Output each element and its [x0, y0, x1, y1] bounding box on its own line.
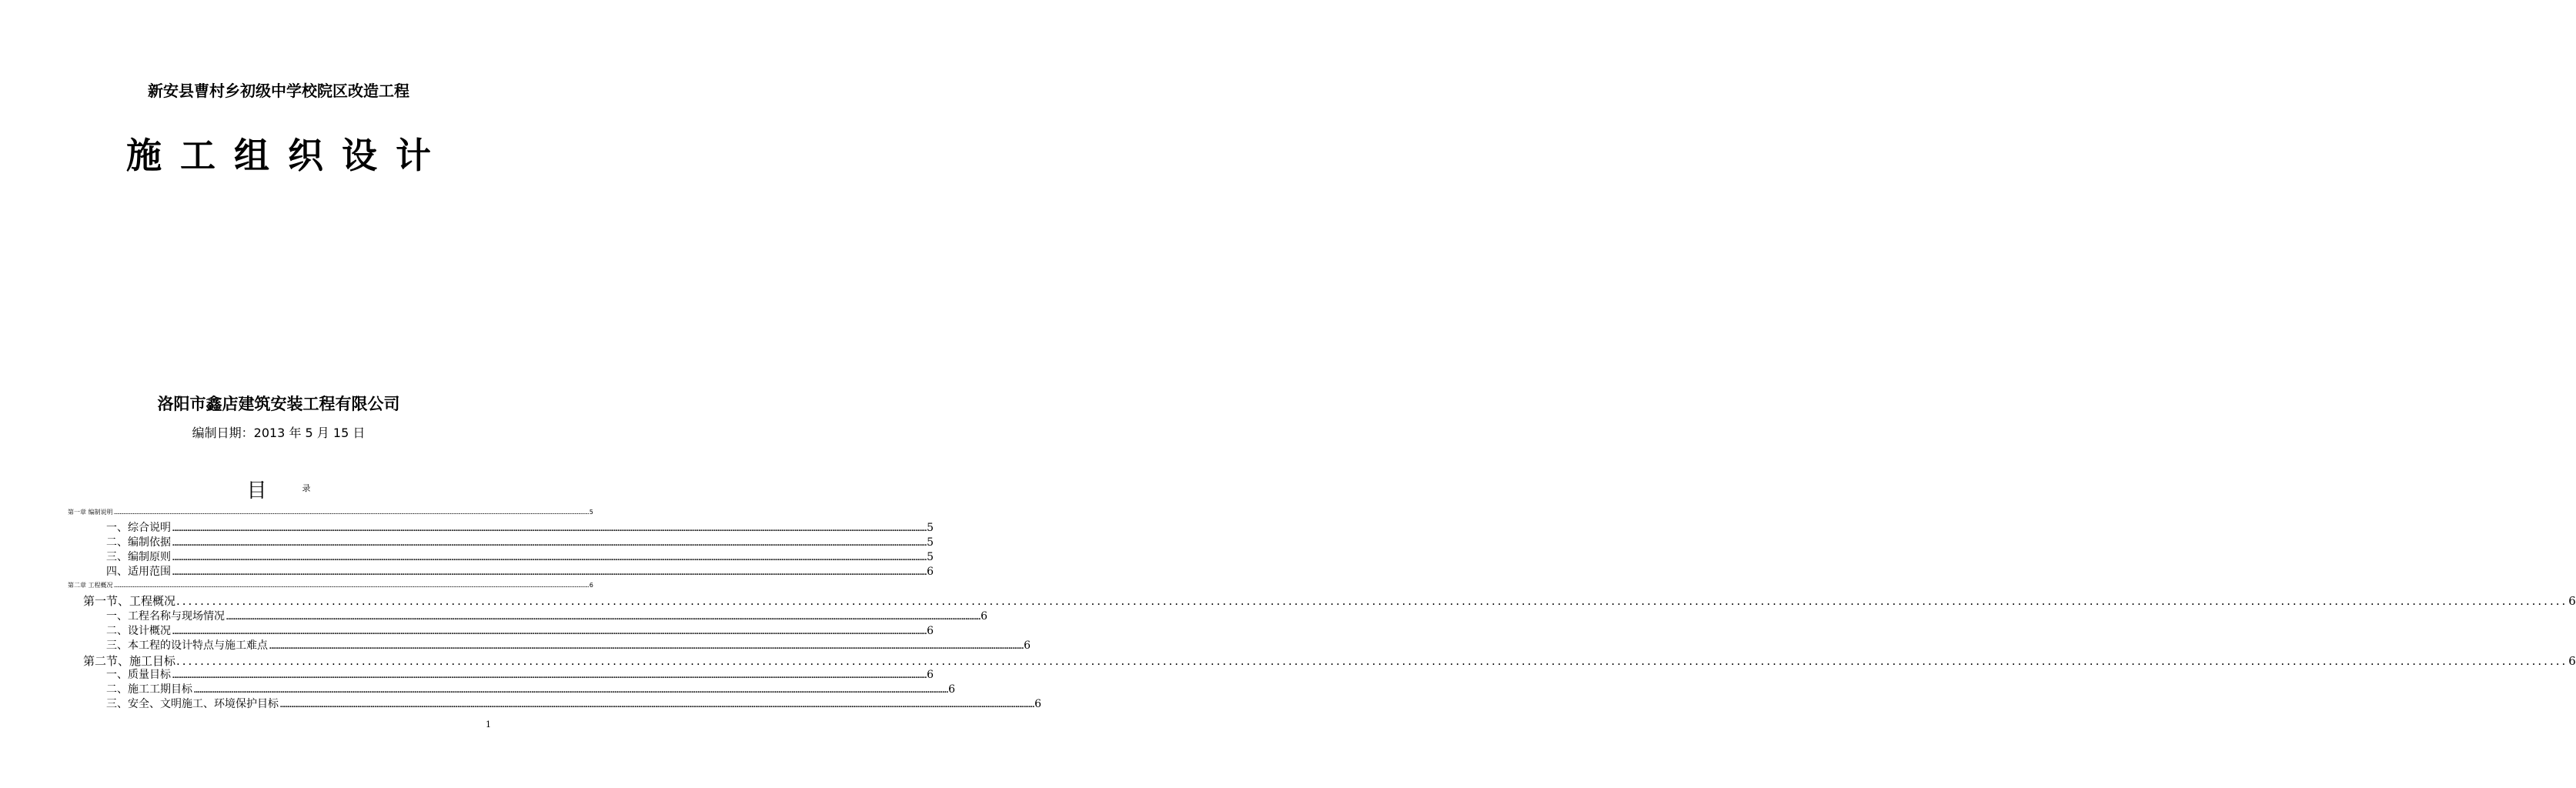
toc-entry-page: 6	[948, 683, 955, 696]
toc-entry[interactable]	[106, 550, 934, 565]
toc-leader-dots: ................................................................................................................................................................................................................................................................................................................................................................................................................	[113, 582, 589, 589]
toc-entry[interactable]	[106, 521, 934, 536]
toc-entry-label: 第一章 编制说明	[68, 509, 113, 516]
project-subtitle: 新安县曹村乡初级中学校院区改造工程	[148, 82, 409, 100]
toc-entry-label: 三、编制原则	[106, 551, 171, 563]
document-title: 施工组织设计	[126, 135, 449, 176]
toc-entry-page: 6	[2568, 594, 2576, 608]
toc-entry-label: 四、适用范围	[106, 566, 171, 578]
toc-leader-dots: ................................................................................................................................................................................................................................................................................................................................................................................................................	[172, 669, 927, 681]
toc-entry-label: 第二节、施工目标	[83, 654, 176, 668]
toc-entry[interactable]	[68, 508, 593, 517]
toc-entry-label: 二、设计概况	[106, 625, 171, 637]
toc-leader-dots: ................................................................................................................................................................................................................................................................................................................................................................................................................	[269, 639, 1024, 652]
toc-entry-page: 5	[927, 522, 934, 534]
toc-entry-page: 5	[589, 509, 593, 516]
company-name: 洛阳市鑫店建筑安装工程有限公司	[157, 395, 400, 413]
toc-entry[interactable]	[106, 697, 1041, 712]
toc-entry-label: 二、施工工期目标	[106, 683, 192, 696]
toc-heading-main: 目	[246, 479, 267, 503]
toc-leader-dots: ................................................................................................................................................................................................................................................................................................................................................................................................................	[176, 654, 2568, 668]
toc-entry-page: 6	[2568, 654, 2576, 668]
toc-leader-dots: ................................................................................................................................................................................................................................................................................................................................................................................................................	[172, 522, 927, 534]
toc-entry[interactable]	[106, 639, 1031, 653]
toc-entry-page: 5	[927, 536, 934, 549]
toc-entry-label: 第一节、工程概况	[83, 594, 176, 608]
toc-entry-page: 6	[927, 566, 934, 578]
page-number: 1	[486, 720, 491, 730]
toc-entry-page: 6	[1034, 698, 1041, 710]
toc-entry-label: 一、质量目标	[106, 669, 171, 681]
toc-leader-dots: ................................................................................................................................................................................................................................................................................................................................................................................................................	[172, 551, 927, 563]
toc-entry-page: 6	[1024, 639, 1031, 652]
toc-entry[interactable]	[83, 653, 2576, 669]
toc-heading-secondary: 录	[302, 483, 311, 493]
toc-leader-dots: ................................................................................................................................................................................................................................................................................................................................................................................................................	[193, 683, 948, 696]
compile-date: 编制日期：2013 年 5 月 15 日	[192, 426, 366, 440]
toc-leader-dots: ................................................................................................................................................................................................................................................................................................................................................................................................................	[279, 698, 1034, 710]
toc-entry-page: 6	[981, 610, 987, 623]
toc-entry[interactable]	[106, 624, 934, 639]
toc-entry[interactable]	[106, 609, 987, 624]
toc-entry[interactable]	[106, 683, 955, 697]
toc-entry-label: 三、安全、文明施工、环境保护目标	[106, 698, 279, 710]
toc-entry[interactable]	[106, 536, 934, 550]
toc-entry[interactable]	[106, 565, 934, 579]
toc-entry-label: 三、本工程的设计特点与施工难点	[106, 639, 268, 652]
toc-entry-page: 6	[927, 669, 934, 681]
toc-entry-page: 6	[927, 625, 934, 637]
toc-entry-label: 二、编制依据	[106, 536, 171, 549]
toc-leader-dots: ................................................................................................................................................................................................................................................................................................................................................................................................................	[113, 509, 589, 516]
toc-entry[interactable]	[83, 593, 2576, 609]
toc-leader-dots: ................................................................................................................................................................................................................................................................................................................................................................................................................	[172, 536, 927, 549]
toc-entry-label: 一、综合说明	[106, 522, 171, 534]
toc-entry-page: 5	[927, 551, 934, 563]
toc-leader-dots: ................................................................................................................................................................................................................................................................................................................................................................................................................	[172, 566, 927, 578]
toc-entry-page: 6	[589, 582, 593, 589]
toc-leader-dots: ................................................................................................................................................................................................................................................................................................................................................................................................................	[172, 625, 927, 637]
toc-entry[interactable]	[68, 581, 593, 590]
toc-leader-dots: ................................................................................................................................................................................................................................................................................................................................................................................................................	[226, 610, 981, 623]
toc-entry-label: 一、工程名称与现场情况	[106, 610, 225, 623]
toc-entry-label: 第二章 工程概况	[68, 582, 113, 589]
toc-leader-dots: ................................................................................................................................................................................................................................................................................................................................................................................................................	[176, 594, 2568, 608]
toc-entry[interactable]	[106, 668, 934, 683]
